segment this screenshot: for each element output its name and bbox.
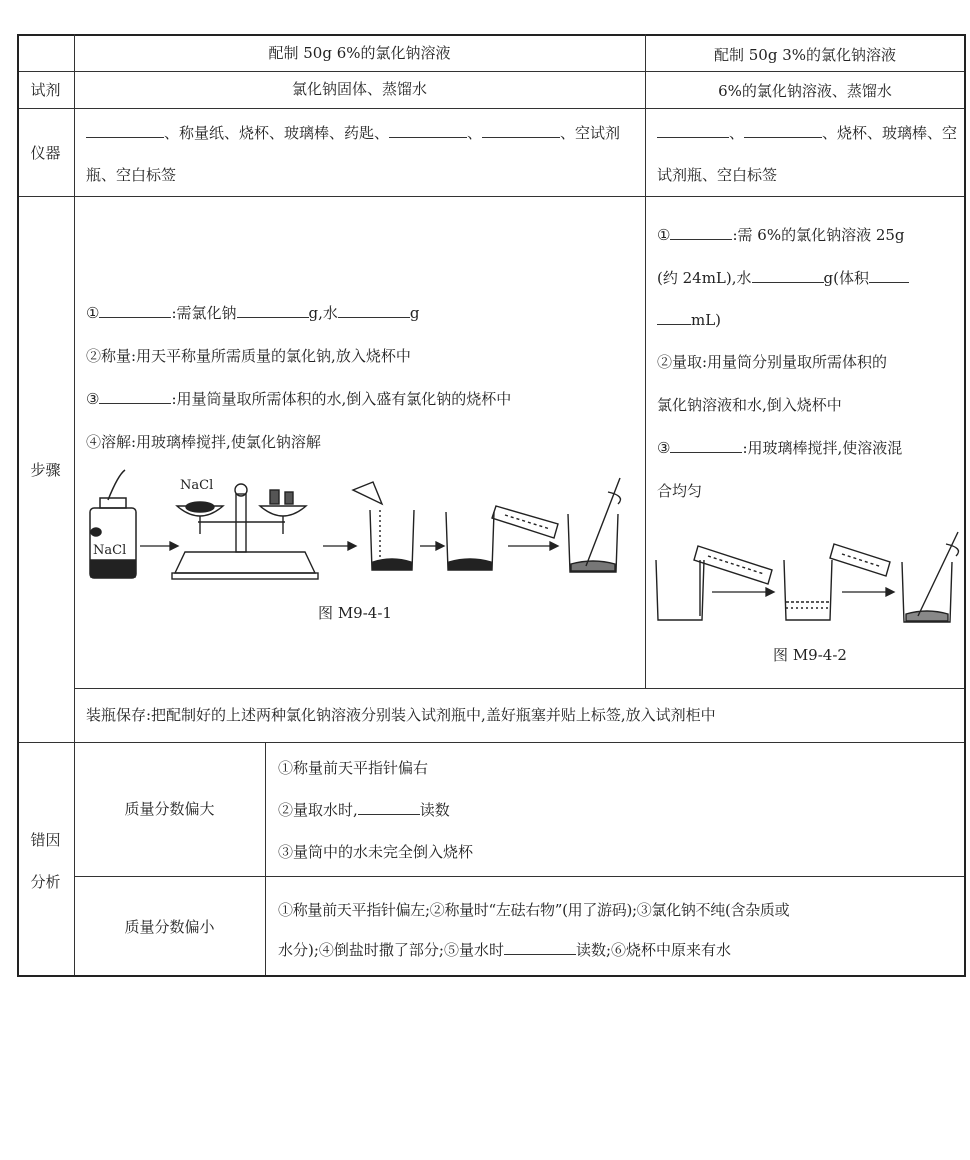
answer-blank[interactable] [744,123,822,138]
instruments-label: 仪器 [30,144,61,162]
text-segment: 、 [467,124,483,142]
text-segment: :需氯化钠 [171,304,237,322]
text-segment: 、空试剂 [560,124,621,142]
reagents-col-a: 氯化钠固体、蒸馏水 [291,80,427,98]
error-low-label: 质量分数偏小 [124,918,215,936]
answer-blank[interactable] [670,438,742,453]
row-divider [17,108,966,109]
arrow-icon [140,542,178,550]
figure-caption-b: 图 M9-4-2 [773,646,847,664]
arrow-icon [712,588,774,596]
step-a-4: ④溶解:用玻璃棒搅拌,使氯化钠溶解 [86,433,321,451]
text-segment: :需 6%的氯化钠溶液 25g [732,226,905,244]
step-b-1-line1 [657,225,905,245]
figure-m9-4-1 [80,470,640,585]
reagent-bottle [90,470,136,578]
answer-blank[interactable] [338,303,410,318]
step-b-2-line2: 氯化钠溶液和水,倒入烧杯中 [657,396,842,414]
answer-blank[interactable] [657,310,691,325]
step-a-3 [86,389,511,409]
table-border-top [17,34,966,36]
text-segment: g,水 [308,304,338,322]
error-analysis-label-1: 错因 [30,831,61,849]
text-segment: ① [86,304,100,322]
storage-text: 装瓶保存:把配制好的上述两种氯化钠溶液分别装入试剂瓶中,盖好瓶塞并贴上标签,放入试剂柜中 [86,706,716,724]
answer-blank[interactable] [389,123,467,138]
balance-scale [172,484,318,579]
column-divider [265,742,266,975]
step-b-3-line2: 合均匀 [657,482,703,500]
row-divider [74,876,966,877]
text-segment: g [409,304,420,322]
steps-label: 步骤 [30,461,61,479]
column-divider [74,34,75,975]
step-b-1-line3 [657,310,721,330]
error-low-line1: ①称量前天平指针偏左;②称量时“左砝右物”(用了游码);③氯化钠不纯(含杂质或 [278,901,790,919]
beaker-add-solution [656,546,772,620]
step-b-3-line1 [657,438,902,458]
header-col-b: 配制 50g 3%的氯化钠溶液 [713,46,897,64]
text-segment: 、称量纸、烧杯、玻璃棒、药匙、 [164,124,390,142]
table-border-bottom [17,975,966,977]
answer-blank[interactable] [482,123,560,138]
text-segment: 水分);④倒盐时撒了部分;⑤量水时 [278,941,504,959]
answer-blank[interactable] [358,800,420,815]
arrow-icon [323,542,356,550]
text-segment: g(体积 [823,269,869,287]
error-high-1: ①称量前天平指针偏右 [278,759,429,777]
answer-blank[interactable] [99,389,171,404]
instruments-col-b-line1 [657,123,957,143]
text-segment: 读数;⑥烧杯中原来有水 [575,941,732,959]
balance-label: NaCl [180,478,214,493]
bottle-label: NaCl [93,543,127,558]
text-segment: 读数 [419,801,450,819]
row-divider [74,688,966,689]
step-a-1 [86,303,420,323]
answer-blank[interactable] [99,303,171,318]
beaker-stirring [902,532,958,622]
beaker-add-water [446,506,558,570]
row-divider [17,71,966,72]
error-low-line2 [278,940,731,960]
text-segment: :用量筒量取所需体积的水,倒入盛有氯化钠的烧杯中 [171,390,512,408]
error-analysis-label-2: 分析 [30,873,61,891]
figure-m9-4-2 [650,530,965,630]
answer-blank[interactable] [237,303,309,318]
error-high-label: 质量分数偏大 [124,800,215,818]
table-border-right [964,34,966,977]
answer-blank[interactable] [752,268,824,283]
text-segment: ③ [657,439,671,457]
error-high-3: ③量筒中的水未完全倒入烧杯 [278,843,474,861]
answer-blank[interactable] [657,123,729,138]
instruments-col-a-line1 [86,123,620,143]
reagents-col-b: 6%的氯化钠溶液、蒸馏水 [718,82,892,100]
answer-blank[interactable] [670,225,732,240]
text-segment: mL) [691,311,722,329]
row-divider [17,742,966,743]
text-segment: 、 [729,124,745,142]
instruments-col-a-line2: 瓶、空白标签 [86,166,177,184]
text-segment: ③ [86,390,100,408]
arrow-icon [508,542,558,550]
text-segment: (约 24mL),水 [657,269,752,287]
step-b-1-line2 [657,268,909,288]
header-col-a: 配制 50g 6%的氯化钠溶液 [268,44,451,62]
error-high-2 [278,800,450,820]
figure-caption-a: 图 M9-4-1 [318,604,392,622]
answer-blank[interactable] [869,268,909,283]
text-segment: ②量取水时, [278,801,358,819]
instruments-col-b-line2: 试剂瓶、空白标签 [657,166,778,184]
text-segment: :用玻璃棒搅拌,使溶液混 [742,439,903,457]
step-b-2-line1: ②量取:用量筒分别量取所需体积的 [657,353,888,371]
column-divider [645,34,646,688]
beaker-add-water [784,544,890,620]
text-segment: ① [657,226,671,244]
step-a-2: ②称量:用天平称量所需质量的氯化钠,放入烧杯中 [86,347,411,365]
arrow-icon [842,588,894,596]
beaker-pour-salt [353,482,414,570]
answer-blank[interactable] [86,123,164,138]
row-divider [17,196,966,197]
text-segment: 、烧杯、玻璃棒、空 [822,124,958,142]
beaker-stirring [568,478,620,572]
arrow-icon [420,542,444,550]
answer-blank[interactable] [504,940,576,955]
reagents-label: 试剂 [30,81,61,99]
